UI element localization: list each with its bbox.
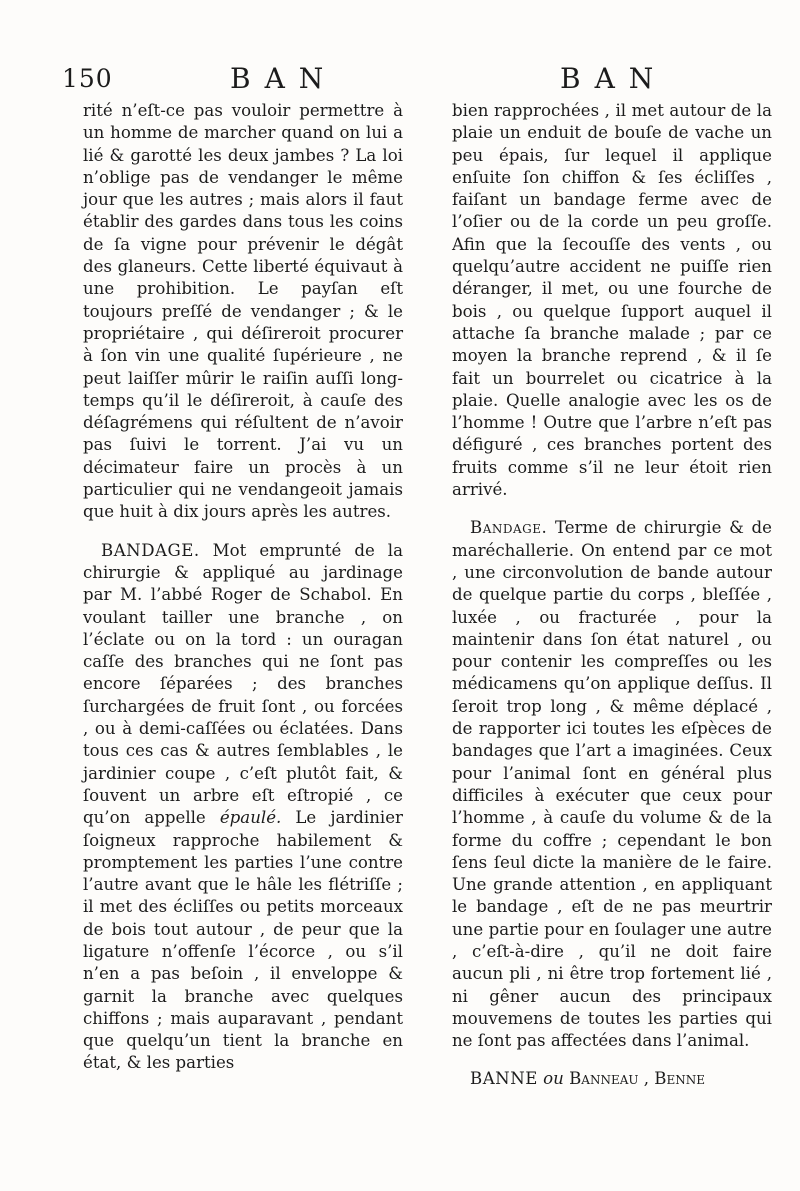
entry-bandage-gardening [83,540,403,1075]
paragraph-continuation-right: bien rapprochées , il met autour de la plaie un enduit de bouſe de vache un peu épais, ſur lequel il applique enſuite ſon chiffon & ſes écliſſes , faiſant un bandage ferme avec de l’oſier ou de la corde un peu groſſe. Afin que la ſecouſſe des vents , ou quelqu’autre accident ne puiſſe rien déranger, il met, ou une fourche de bois , ou quelque ſupport auquel il attache ſa branche malade ; par ce moyen la branche reprend , & il ſe fait un bourrelet ou cicatrice à la plaie. Quelle analogie avec les os de l’homme ! Outre que l’arbre n’eſt pas défiguré , ces branches portent des fruits comme s’il ne leur étoit rien arrivé. [452,101,772,500]
entry-italic-term: épaulé. [219,808,282,828]
entry-headword: BANDAGE. [101,540,200,560]
running-head-left: BAN [230,62,338,95]
entry-text-part-2: Le jardinier ſoigneux rapproche habilement & promptement les parties l’une contre l’autre avant que le hâle les flétriſſe ; il met des écliſſes ou petits morceaux de bois tout autour , de peur que la ligature n’offenſe l’écorce , ou s’il n’en a pas beſoin , il enveloppe & garnit la branche avec quelques chiffons ; mais auparavant , pendant que quelqu’un tient la branche en état, & les parties [83,808,403,1073]
running-head-right: BAN [560,62,668,95]
left-column [83,100,403,1075]
page-header [62,62,762,102]
entry-text-surgery: Terme de chirurgie & de maréchallerie. On entend par ce mot , une circonvolution de bande autour de quelque partie du corps , bleſſée , luxée , ou fracturée , pour la maintenir dans ſon état naturel , ou pour contenir les compreſſes ou les médicamens qu’on applique deſſus. Il ſeroit trop long , & même déplacé , de rapporter ici toutes les eſpèces de bandages que l’art a imaginées. Ceux pour l’animal ſont en général plus difficiles à exécuter que ceux pour l’homme , à cauſe du volume & de la forme du coffre ; cependant le bon ſens ſeul dicte la manière de le faire. Une grande attention , en appliquant le bandage , eſt de ne pas meurtrir une partie pour en ſoulager une autre , c’eſt-à-dire , qu’il ne doit faire aucun pli , ni être trop fortement lié , ni gêner aucun des principaux mouvemens de toutes les parties qui ne ſont pas affectées dans l’animal. [452,518,772,1051]
page-number: 150 [62,64,113,93]
entry-banne [452,1068,772,1090]
entry-text-part-1: Mot emprunté de la chirurgie & appliqué au jardinage par M. l’abbé Roger de Schabol. En voulant tailler une branche , on l’éclate ou on la tord : un ouragan caſſe des branches qui ne ſont pas encore ſéparées ; des branches ſurchargées de fruit ſont , ou forcées , ou à demi-caſſées ou éclatées. Dans tous ces cas & autres ſemblables , le jardinier coupe , c’eſt plutôt fait, & ſouvent un arbre eſt eſtropié , ce qu’on appelle [83,540,403,828]
entry-or-word: ou [537,1069,570,1089]
paragraph-continuation: rité n’eſt-ce pas vouloir permettre à un homme de marcher quand on lui a lié & garotté les deux jambes ? La loi n’oblige pas de vendanger le même jour que les autres ; mais alors il faut établir des gardes dans tous les coins de ſa vigne pour prévenir le dégât des glaneurs. Cette liberté équivaut à une prohibition. Le payſan eſt toujours preſſé de vendanger ; & le propriétaire , qui déſireroit procurer à ſon vin une qualité ſupérieure , ne peut laiſſer mûrir le raiſin auſſi long-temps qu’il le déſireroit, à cauſe des déſagrémens qui réſultent de n’avoir pas ſuivi le torrent. J’ai vu un décimateur faire un procès à un particulier qui ne vendangeoit jamais que huit à dix jours après les autres. [83,101,403,522]
right-column [452,100,772,1091]
entry-variant-names: Banneau , Benne [569,1069,706,1089]
entry-bandage-surgery [452,517,772,1052]
entry-headword-surgery: Bandage. [470,518,548,538]
entry-headword-banne: BANNE [470,1069,538,1089]
